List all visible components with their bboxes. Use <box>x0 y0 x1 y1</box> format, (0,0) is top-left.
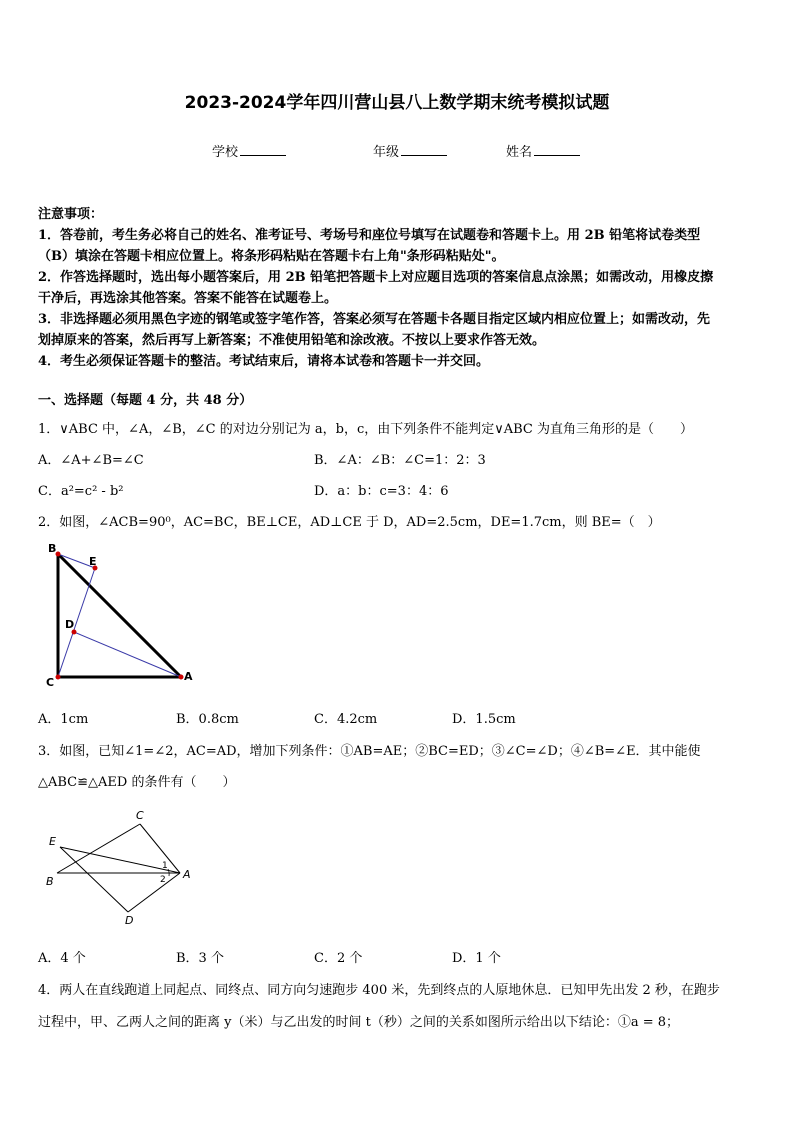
note-line: 划掉原来的答案，然后再写上新答案；不准使用铅笔和涂改液。不按以上要求作答无效。 <box>38 333 546 348</box>
q3-label-c: C <box>136 809 144 822</box>
q1-option-a[interactable]: A．∠A+∠B=∠C <box>38 453 144 468</box>
note-line: 1．答卷前，考生务必将自己的姓名、准考证号、考场号和座位号填写在试题卷和答题卡上。用 2B 铅笔将试卷类型 <box>38 228 701 243</box>
name-label: 姓名 <box>506 145 533 160</box>
q3-segment-bc <box>57 824 140 873</box>
q3-segment-da <box>128 873 180 912</box>
name-field <box>506 141 580 160</box>
note-line: 4．考生必须保证答题卡的整洁。考试结束后，请将本试卷和答题卡一并交回。 <box>38 354 490 369</box>
q3-segment-ed <box>60 847 128 912</box>
q3-angle-2-label: 2 <box>160 875 166 885</box>
school-blank[interactable] <box>240 143 286 156</box>
q2-label-c: C <box>46 676 55 689</box>
q2-label-e: E <box>89 555 97 568</box>
q3-option-b[interactable]: B．3 个 <box>176 951 224 966</box>
q2-figure <box>38 540 198 690</box>
question-3-stem-line1: 3．如图，已知∠1=∠2，AC=AD，增加下列条件：①AB=AE；②BC=ED；③∠C=∠D；④∠B=∠E．其中能使 <box>38 744 701 759</box>
question-2-stem: 2．如图，∠ACB=90⁰，AC=BC，BE⊥CE，AD⊥CE 于 D，AD=2.5cm，DE=1.7cm，则 BE=（ ） <box>38 515 661 530</box>
q2-segment-ab <box>58 554 181 677</box>
grade-blank[interactable] <box>401 143 447 156</box>
q2-option-c[interactable]: C．4.2cm <box>314 712 378 727</box>
q2-option-d[interactable]: D．1.5cm <box>452 712 516 727</box>
q1-option-b[interactable]: B．∠A：∠B：∠C=1：2：3 <box>314 453 486 468</box>
question-4-line1: 4．两人在直线跑道上同起点、同终点、同方向匀速跑步 400 米，先到终点的人原地休息．已知甲先出发 2 秒，在跑步 <box>38 983 720 998</box>
q2-segment-ce <box>58 568 95 677</box>
q2-label-b: B <box>48 542 57 555</box>
q2-point-c <box>56 675 61 680</box>
q3-option-a[interactable]: A．4 个 <box>38 951 86 966</box>
name-blank[interactable] <box>534 143 580 156</box>
section-heading: 一、选择题（每题 4 分，共 48 分） <box>38 393 253 408</box>
q1-option-d[interactable]: D．a：b：c=3：4：6 <box>314 484 449 499</box>
note-line: 3．非选择题必须用黑色字迹的钢笔或签字笔作答，答案必须写在答题卡各题目指定区域内相应位置上；如需改动，先 <box>38 312 711 327</box>
q2-label-a: A <box>184 670 193 683</box>
grade-field <box>373 141 447 160</box>
question-3-stem-line2: △ABC≌△AED 的条件有（ ） <box>38 775 236 790</box>
grade-label: 年级 <box>373 145 400 160</box>
q3-label-d: D <box>125 914 134 927</box>
q3-option-c[interactable]: C．2 个 <box>314 951 363 966</box>
q2-segment-ad <box>74 632 181 677</box>
q3-label-b: B <box>46 875 54 888</box>
school-field <box>212 141 286 160</box>
q2-option-a[interactable]: A．1cm <box>38 712 89 727</box>
notes-heading: 注意事项： <box>38 207 104 222</box>
q3-option-d[interactable]: D．1 个 <box>452 951 501 966</box>
note-line: （B）填涂在答题卡相应位置上。将条形码粘贴在答题卡右上角"条形码粘贴处"。 <box>38 249 505 264</box>
q3-label-e: E <box>49 835 56 848</box>
q3-label-a: A <box>183 868 191 881</box>
q3-figure <box>40 805 200 930</box>
q2-label-d: D <box>65 618 75 631</box>
note-line: 2．作答选择题时，选出每小题答案后，用 2B 铅笔把答题卡上对应题目选项的答案信息点涂黑；如需改动，用橡皮擦 <box>38 270 714 285</box>
q3-angle-1-label: 1 <box>162 861 168 871</box>
q2-point-a <box>179 675 184 680</box>
school-label: 学校 <box>212 145 239 160</box>
question-1-stem: 1．∨ABC 中，∠A，∠B，∠C 的对边分别记为 a，b，c，由下列条件不能判定∨ABC 为直角三角形的是（ ） <box>38 422 694 437</box>
page-title: 2023-2024学年四川营山县八上数学期末统考模拟试题 <box>184 93 610 113</box>
note-line: 干净后，再选涂其他答案。答案不能答在试题卷上。 <box>38 291 338 306</box>
q1-option-c[interactable]: C．a²=c² - b² <box>38 484 124 499</box>
question-4-line2: 过程中，甲、乙两人之间的距离 y（米）与乙出发的时间 t（秒）之间的关系如图所示给出以下结论：①a = 8； <box>38 1015 680 1030</box>
q2-option-b[interactable]: B．0.8cm <box>176 712 239 727</box>
